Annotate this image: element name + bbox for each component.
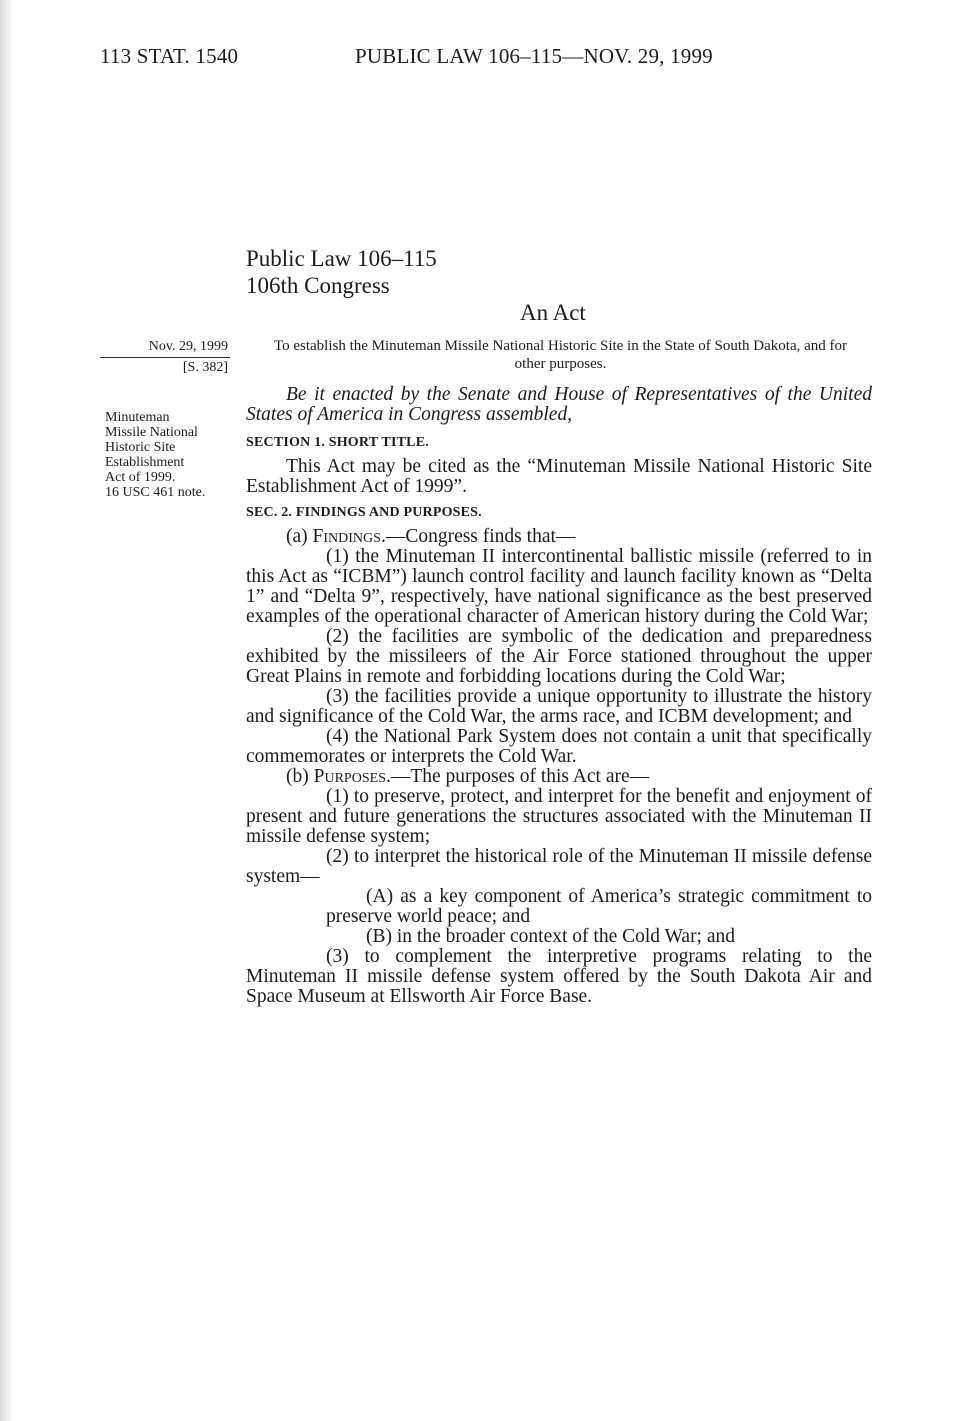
enacting-clause: Be it enacted by the Senate and House of Representatives of the United States of America in Congress assembled,: [246, 384, 872, 425]
margin-date: Nov. 29, 1999: [148, 339, 228, 354]
margin-notes: [105, 410, 235, 500]
subsection-a-label: (a): [286, 526, 313, 547]
section-1-heading: SECTION 1. SHORT TITLE.: [246, 435, 429, 450]
purpose-subitem: (B) in the broader context of the Cold War; and: [366, 926, 736, 947]
margin-note-line: 16 USC 461 note.: [105, 485, 206, 500]
subsection-b-label: (b): [286, 766, 314, 787]
finding-item: (4) the National Park System does not contain a unit that specifically commemorates or interprets the Cold War.: [246, 726, 872, 767]
subsection-b-intro: .—The purposes of this Act are—: [385, 766, 650, 787]
public-law-number: Public Law 106–115: [246, 246, 437, 271]
purpose-subitem: (A) as a key component of America’s strategic commitment to preserve world peace; and: [326, 886, 872, 927]
margin-rule: [100, 357, 230, 358]
subsection-b-heading: Purposes: [313, 766, 386, 787]
law-title: [246, 245, 437, 299]
running-head: [100, 44, 713, 69]
public-law-header: PUBLIC LAW 106–115—NOV. 29, 1999: [355, 44, 713, 68]
section-2-heading: SEC. 2. FINDINGS AND PURPOSES.: [246, 505, 482, 520]
margin-note-line: Establishment: [105, 455, 185, 470]
section-1-text: This Act may be cited as the “Minuteman Missile National Historic Site Establishment Act of 1999”.: [246, 456, 872, 497]
subsection-a-heading: Findings: [312, 526, 381, 547]
page-edge: [0, 0, 14, 1421]
subsection-b: [246, 767, 872, 787]
margin-note-line: Historic Site: [105, 440, 176, 455]
subsection-a-intro: .—Congress finds that—: [380, 526, 576, 547]
margin-note-line: Minuteman: [105, 410, 170, 425]
an-act-heading: An Act: [520, 300, 586, 325]
stat-citation: 113 STAT. 1540: [100, 44, 239, 68]
congress-number: 106th Congress: [246, 273, 390, 298]
purpose-item: (3) to complement the interpretive programs relating to the Minuteman II missile defense system offered by the South Dakota Air and Space Museum at Ellsworth Air Force Base.: [246, 946, 872, 1007]
finding-item: (1) the Minuteman II intercontinental ballistic missile (referred to in this Act as “ICBM”) launch control facility and launch facility known as “Delta 1” and “Delta 9”, respectively, have national significance as the best preserved examples of the operational character of American history during the Cold War;: [246, 546, 872, 627]
act-body: [246, 385, 872, 1007]
margin-note-line: Act of 1999.: [105, 470, 176, 485]
finding-item: (3) the facilities provide a unique opportunity to illustrate the history and significance of the Cold War, the arms race, and ICBM development; and: [246, 686, 872, 727]
finding-item: (2) the facilities are symbolic of the dedication and preparedness exhibited by the missileers of the Air Force stationed throughout the upper Great Plains in remote and forbidding locations during the Cold War;: [246, 626, 872, 687]
margin-bill-number: [S. 382]: [182, 360, 228, 375]
purpose-item: (1) to preserve, protect, and interpret for the benefit and enjoyment of present and future generations the structures associated with the Minuteman II missile defense system;: [246, 786, 872, 847]
subsection-a: [246, 527, 872, 547]
act-purpose: To establish the Minuteman Missile National Historic Site in the State of South Dakota, and for other purposes.: [273, 338, 848, 372]
purpose-item: (2) to interpret the historical role of the Minuteman II missile defense system—: [246, 846, 872, 887]
margin-note-line: Missile National: [105, 425, 198, 440]
